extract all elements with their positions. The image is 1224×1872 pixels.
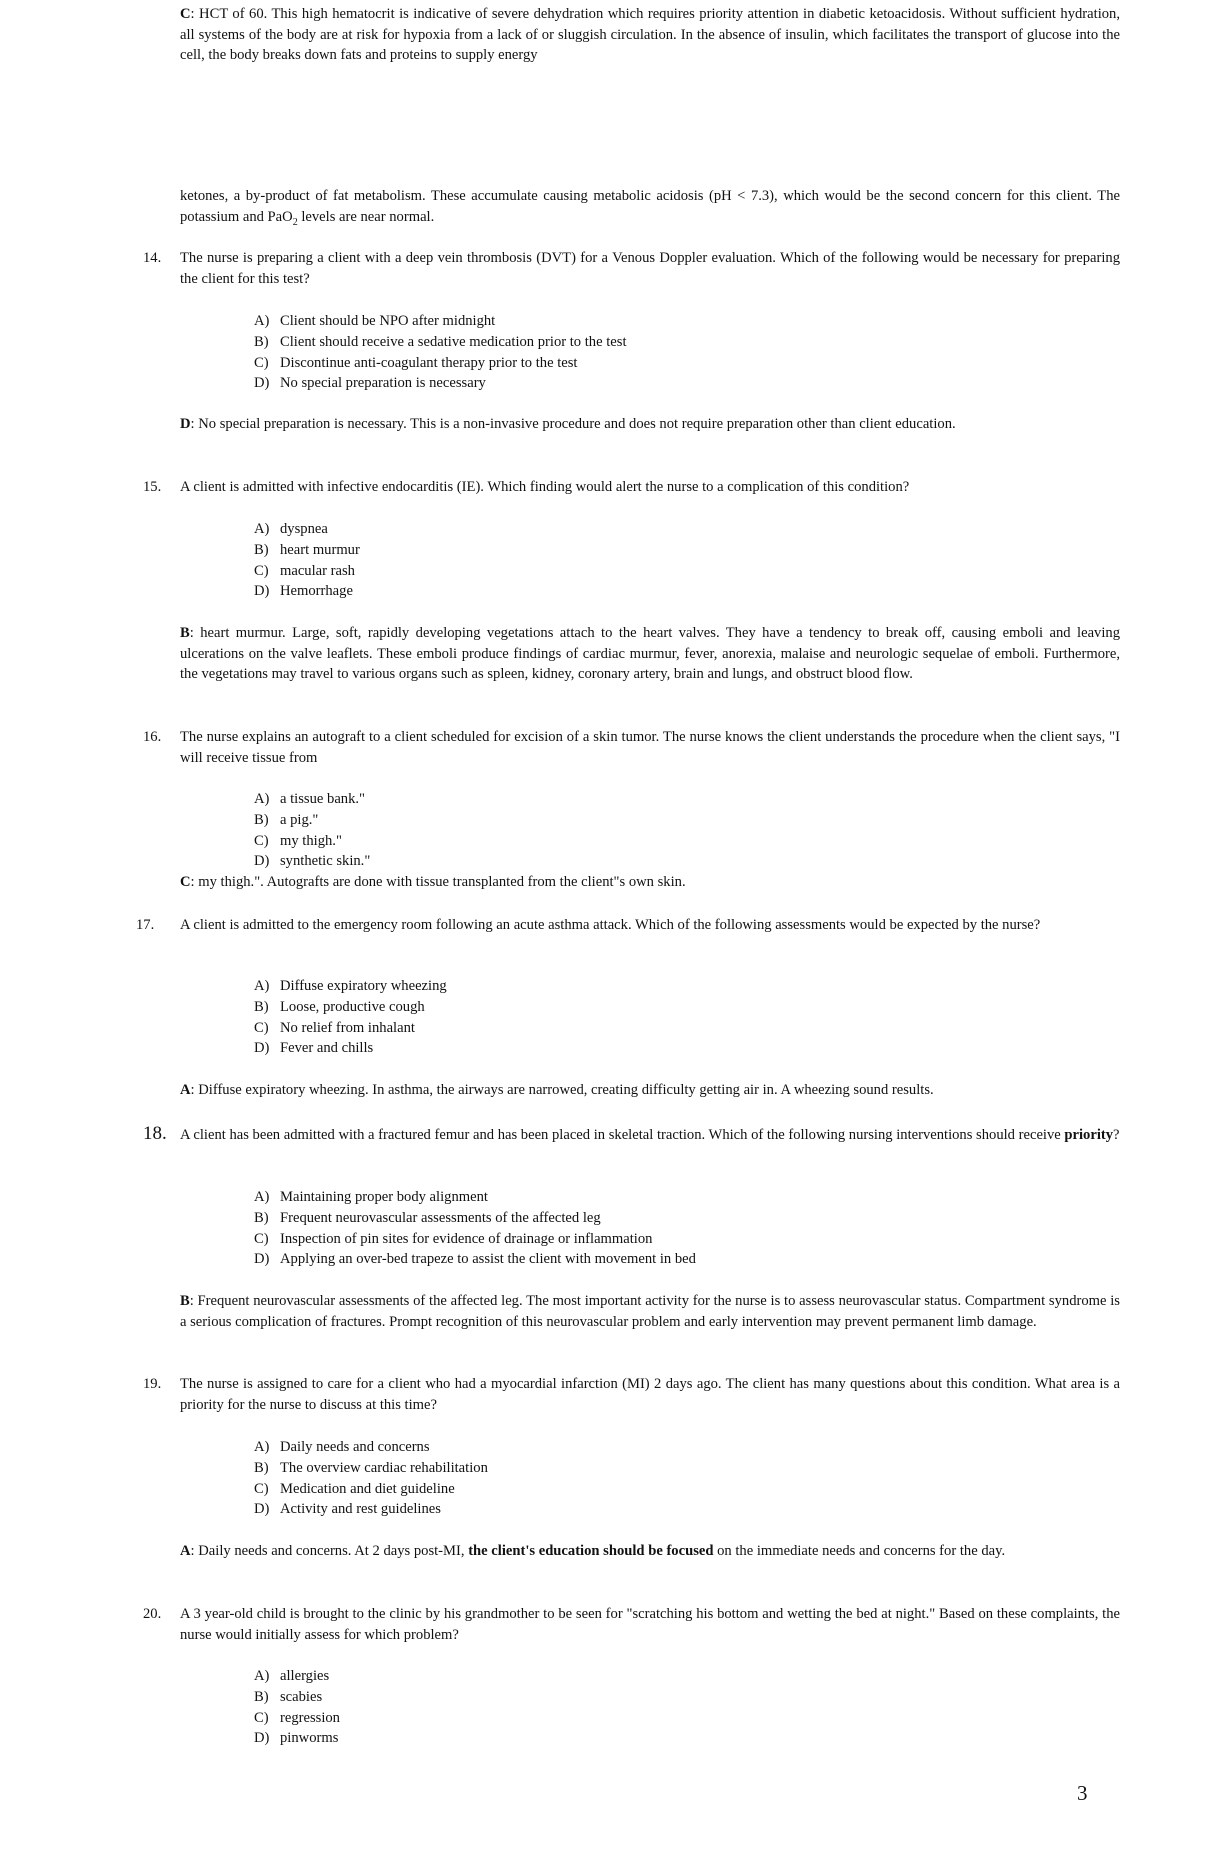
question-20 xyxy=(143,1604,1120,1645)
option: B) The overview cardiac rehabilitation xyxy=(254,1459,488,1476)
question-stem: A client is admitted with infective endocarditis (IE). Which finding would alert the nurse to a complication of this condition? xyxy=(180,479,910,495)
answer-15 xyxy=(180,623,1120,685)
answer-19: A: Daily needs and concerns. At 2 days post-MI, the client's education should be focused on the immediate needs and concerns for the day. xyxy=(180,1543,1006,1559)
emphasis: the client's education should be focused xyxy=(468,1543,714,1559)
option: A) Daily needs and concerns xyxy=(254,1439,430,1455)
option: B) a pig." xyxy=(254,811,319,828)
answer-text: ketones, a by-product of fat metabolism. These accumulate causing metabolic acidosis (pH < 7.3), which would be the second concern for this client. The potassium and PaO xyxy=(180,188,1120,225)
option: C) No relief from inhalant xyxy=(254,1019,415,1036)
question-stem: The nurse is preparing a client with a deep vein thrombosis (DVT) for a Venous Doppler evaluation. Which of the following would be necessary for preparing the client for this test? xyxy=(180,250,1120,287)
question-19 xyxy=(143,1374,1120,1415)
question-stem: The nurse explains an autograft to a client scheduled for excision of a skin tumor. The nurse knows the client understands the procedure when the client says, "I will receive tissue from xyxy=(180,729,1120,766)
option: A) Client should be NPO after midnight xyxy=(254,313,496,329)
answer-text: : heart murmur. Large, soft, rapidly developing vegetations attach to the heart valves. They have a tendency to break off, causing emboli and leaving ulcerations on the valve leaflets. These emboli produce findings of cardiac murmur, fever, anorexia, malaise and neurologic sequelae of emboli. Furthermore, the vegetations may travel to various organs such as spleen, kidney, coronary artery, brain and lungs, and obstruct blood flow. xyxy=(180,625,1120,682)
option: D) Applying an over-bed trapeze to assist the client with movement in bed xyxy=(254,1251,696,1268)
option: A) Maintaining proper body alignment xyxy=(254,1189,488,1205)
answer-letter: B xyxy=(180,1293,190,1309)
option: B) Client should receive a sedative medication prior to the test xyxy=(254,333,627,350)
question-number: 20. xyxy=(143,1606,162,1622)
answer-letter: A xyxy=(180,1082,191,1098)
option: B) scabies xyxy=(254,1688,323,1705)
option: C) Discontinue anti-coagulant therapy prior to the test xyxy=(254,354,578,371)
question-number: 17. xyxy=(136,917,155,933)
answer-14 xyxy=(180,414,1120,435)
question-stem: A client is admitted to the emergency room following an acute asthma attack. Which of the following assessments would be expected by the nurse? xyxy=(180,917,1041,933)
question-stem: The nurse is assigned to care for a client who had a myocardial infarction (MI) 2 days ago. The client has many questions about this condition. What area is a priority for the nurse to discuss at this time? xyxy=(180,1376,1120,1413)
option: C) Inspection of pin sites for evidence of drainage or inflammation xyxy=(254,1230,653,1247)
question-number: 15. xyxy=(143,479,162,495)
option: C) regression xyxy=(254,1709,340,1726)
options-19 xyxy=(254,1437,954,1520)
options-16 xyxy=(254,789,954,872)
continued-answer-bottom xyxy=(180,186,1120,227)
answer-16 xyxy=(180,872,1120,893)
question-18 xyxy=(143,1123,1120,1146)
answer-text: levels are near normal. xyxy=(297,208,435,225)
question-15 xyxy=(143,477,1120,498)
option: A) allergies xyxy=(254,1668,330,1684)
option: B) Loose, productive cough xyxy=(254,998,425,1015)
answer-letter: C xyxy=(180,874,191,890)
answer-text: : Diffuse expiratory wheezing. In asthma, the airways are narrowed, creating difficulty getting air in. A wheezing sound results. xyxy=(190,1082,934,1098)
option: A) a tissue bank." xyxy=(254,791,365,807)
options-15 xyxy=(254,519,954,602)
option: A) dyspnea xyxy=(254,521,328,537)
answer-18 xyxy=(180,1291,1120,1332)
option: D) Activity and rest guidelines xyxy=(254,1501,441,1518)
question-number: 19. xyxy=(143,1376,162,1392)
answer-text: : Frequent neurovascular assessments of the affected leg. The most important activity for the nurse is to assess neurovascular status. Compartment syndrome is a serious complication of fractures. Prompt recognition of this neurovascular problem and early intervention may prevent permanent limb damage. xyxy=(180,1293,1120,1330)
question-17 xyxy=(136,915,1120,936)
option: C) my thigh." xyxy=(254,832,342,849)
option: D) No special preparation is necessary xyxy=(254,375,486,392)
option: B) Frequent neurovascular assessments of the affected leg xyxy=(254,1209,601,1226)
options-17 xyxy=(254,976,954,1059)
option: D) Fever and chills xyxy=(254,1040,374,1057)
question-number: 16. xyxy=(143,729,162,745)
answer-letter: A xyxy=(180,1543,191,1559)
options-18 xyxy=(254,1187,954,1270)
question-number: 14. xyxy=(143,250,162,266)
option: B) heart murmur xyxy=(254,541,360,558)
answer-text: : No special preparation is necessary. This is a non-invasive procedure and does not require preparation other than client education. xyxy=(190,416,956,432)
option: C) macular rash xyxy=(254,562,355,579)
answer-text: : my thigh.". Autografts are done with tissue transplanted from the client"s own skin. xyxy=(190,874,686,890)
question-16 xyxy=(143,727,1120,768)
page-number: 3 xyxy=(1077,1781,1088,1805)
options-20 xyxy=(254,1666,954,1749)
option: D) pinworms xyxy=(254,1730,339,1747)
question-stem: A client has been admitted with a fractured femur and has been placed in skeletal traction. Which of the following nursing interventions should receive priority? xyxy=(180,1127,1120,1143)
option: A) Diffuse expiratory wheezing xyxy=(254,978,447,994)
answer-letter: B xyxy=(180,625,190,641)
subscript: 2 xyxy=(292,216,298,228)
option: C) Medication and diet guideline xyxy=(254,1480,455,1497)
question-14 xyxy=(143,248,1120,289)
continued-answer-top xyxy=(180,4,1120,66)
question-stem: A 3 year-old child is brought to the clinic by his grandmother to be seen for "scratching his bottom and wetting the bed at night." Based on these complaints, the nurse would initially assess for which problem? xyxy=(180,1606,1120,1643)
answer-text: : HCT of 60. This high hematocrit is indicative of severe dehydration which requires priority attention in diabetic ketoacidosis. Without sufficient hydration, all systems of the body are at risk for hypoxia from a lack of or sluggish circulation. In the absence of insulin, which facilitates the transport of glucose into the cell, the body breaks down fats and proteins to supply energy xyxy=(180,6,1120,63)
option: D) Hemorrhage xyxy=(254,583,353,600)
answer-17 xyxy=(180,1080,1120,1101)
option: D) synthetic skin." xyxy=(254,853,371,870)
answer-letter: D xyxy=(180,416,191,432)
question-number: 18. xyxy=(143,1123,167,1144)
options-14 xyxy=(254,311,954,394)
answer-letter: C xyxy=(180,6,191,22)
emphasis: priority xyxy=(1064,1127,1114,1143)
